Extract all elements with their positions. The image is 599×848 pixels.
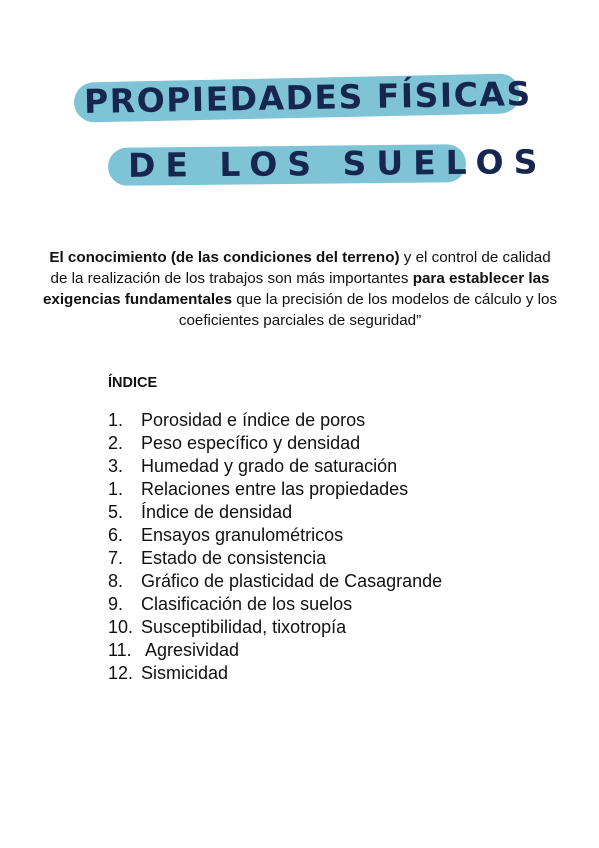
list-item — [108, 501, 442, 524]
item-label: Sismicidad — [141, 663, 229, 683]
title-block — [0, 0, 599, 200]
list-item — [108, 593, 442, 616]
list-item — [108, 432, 442, 455]
item-label: Clasificación de los suelos — [141, 594, 353, 614]
list-item — [108, 547, 442, 570]
item-number: 8. — [108, 571, 124, 591]
quote-text-1: y el control de calidad de la realización de los trabajos son más importantes — [50, 249, 551, 288]
item-number: 1. — [108, 410, 124, 430]
item-number: 6. — [108, 525, 124, 545]
list-item — [108, 455, 442, 478]
quote-text-2: que la precisión de los modelos de cálculo y los coeficientes parciales de seguridad” — [178, 291, 558, 330]
index-list — [108, 409, 442, 685]
list-item — [108, 409, 442, 432]
quote-bold-2: para establecer las exigencias fundamentales — [42, 270, 550, 309]
page-title-line-2: DE LOS SUELOS — [127, 142, 548, 185]
item-number: 10. — [108, 617, 134, 637]
item-number: 11. — [108, 640, 132, 660]
quote-bold-1: El conocimiento (de las condiciones del terreno) — [49, 249, 400, 267]
item-label: Porosidad e índice de poros — [141, 410, 366, 430]
item-label: Humedad y grado de saturación — [141, 456, 398, 476]
item-label: Ensayos granulométricos — [141, 525, 344, 545]
item-label: Peso específico y densidad — [141, 433, 361, 453]
list-item — [108, 662, 442, 685]
item-label: Susceptibilidad, tixotropía — [141, 617, 347, 637]
list-item — [108, 570, 442, 593]
item-label: Gráfico de plasticidad de Casagrande — [141, 571, 443, 591]
intro-quote — [40, 247, 560, 331]
item-label: Índice de densidad — [141, 502, 293, 522]
item-number: 12. — [108, 663, 134, 683]
item-number: 3. — [108, 456, 124, 476]
item-label: Relaciones entre las propiedades — [141, 479, 409, 499]
list-item — [108, 478, 442, 501]
item-number: 9. — [108, 594, 124, 614]
item-label: Estado de consistencia — [141, 548, 327, 568]
index-heading: ÍNDICE — [108, 375, 158, 391]
item-number: 7. — [108, 548, 124, 568]
item-number: 2. — [108, 433, 124, 453]
list-item — [108, 639, 442, 662]
list-item — [108, 524, 442, 547]
item-label: Agresividad — [141, 640, 240, 660]
item-number: 5. — [108, 502, 124, 522]
item-number: 1. — [108, 479, 124, 499]
list-item — [108, 616, 442, 639]
page-title-line-1: PROPIEDADES FÍSICAS — [83, 74, 532, 121]
